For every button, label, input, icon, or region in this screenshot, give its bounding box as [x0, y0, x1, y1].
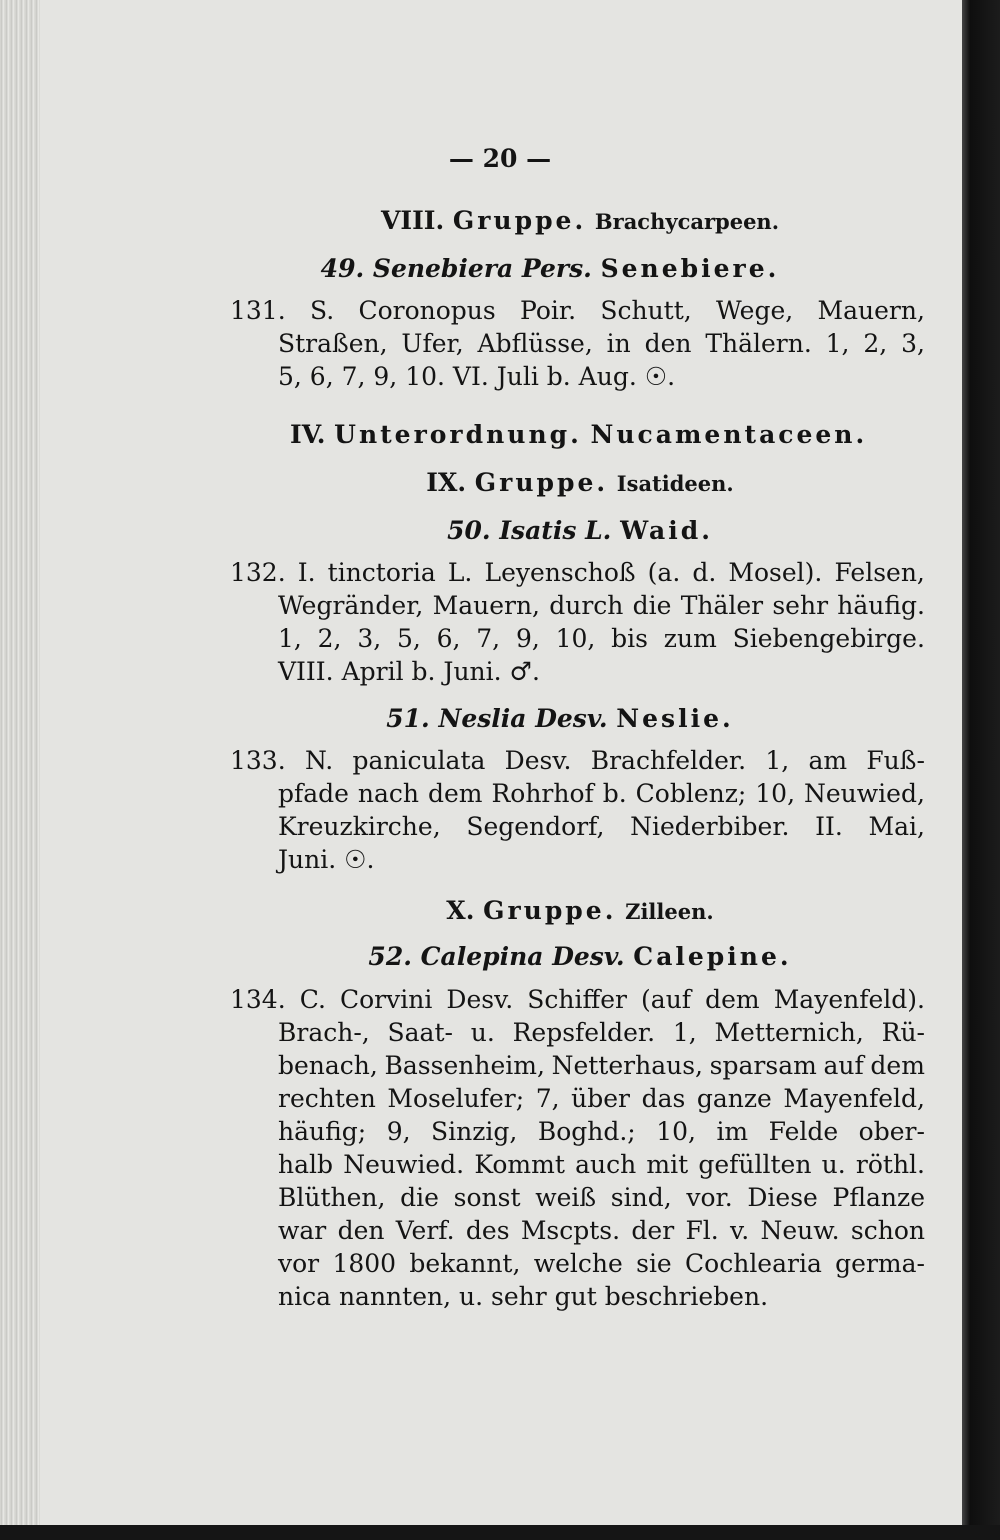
- genus-number: 51.: [386, 704, 430, 733]
- group-name: Brachycarpeen.: [594, 209, 780, 234]
- entry-134-line-4: rechten Moselufer; 7, über das ganze Mayenfeld,: [278, 1084, 925, 1113]
- group-word: Gruppe.: [474, 468, 609, 497]
- entry-131-line-1: 131. S. Coronopus Poir. Schutt, Wege, Mauern,: [230, 296, 925, 325]
- entry-134-line-5: häufig; 9, Sinzig, Boghd.; 10, im Felde ober-: [278, 1117, 925, 1146]
- genus-number: 49.: [320, 254, 365, 283]
- entry-132-line-4: VIII. April b. Juni. ♂.: [278, 657, 540, 686]
- genus-german: Calepine.: [633, 942, 792, 971]
- page-edge-bottom: [0, 1525, 1000, 1540]
- entry-134-line-9: vor 1800 bekannt, welche sie Cochlearia germa-: [278, 1249, 925, 1278]
- group-heading-viii: [80, 204, 1000, 239]
- group-word: Gruppe.: [452, 206, 587, 235]
- suborder-name: Nucamentaceen.: [590, 420, 868, 449]
- group-heading-x: [80, 894, 1000, 929]
- entry-134-line-3: benach, Bassenheim, Netterhaus, sparsam auf dem: [278, 1051, 925, 1080]
- genus-heading-52: [80, 940, 1000, 974]
- genus-number: 50.: [447, 516, 491, 545]
- genus-german: Senebiere.: [600, 254, 780, 283]
- genus-german: Waid.: [620, 516, 713, 545]
- genus-name: Isatis L.: [499, 516, 612, 545]
- genus-name: Neslia Desv.: [438, 704, 608, 733]
- genus-heading-49: [50, 252, 1000, 286]
- genus-name: Calepina Desv.: [420, 942, 625, 971]
- entry-133-line-4: Juni. ☉.: [278, 845, 375, 874]
- entry-132-line-3: 1, 2, 3, 5, 6, 7, 9, 10, bis zum Siebengebirge.: [278, 624, 925, 653]
- entry-134-line-10: nica nannten, u. sehr gut beschrieben.: [278, 1282, 769, 1311]
- suborder-word: Unterordnung.: [334, 420, 582, 449]
- entry-133-line-3: Kreuzkirche, Segendorf, Niederbiber. II. Mai,: [278, 812, 925, 841]
- entry-134-line-6: halb Neuwied. Kommt auch mit gefüllten u. röthl.: [278, 1150, 925, 1179]
- entry-131-line-2: Straßen, Ufer, Abflüsse, in den Thälern. 1, 2, 3,: [278, 329, 925, 358]
- genus-name: Senebiera Pers.: [372, 254, 592, 283]
- group-heading-ix: [80, 466, 1000, 501]
- entry-131-line-3: 5, 6, 7, 9, 10. VI. Juli b. Aug. ☉.: [278, 362, 676, 391]
- page-number: — 20 —: [448, 144, 552, 173]
- group-label: X.: [446, 896, 475, 925]
- genus-german: Neslie.: [616, 704, 734, 733]
- entry-133-line-2: pfade nach dem Rohrhof b. Coblenz; 10, Neuwied,: [278, 779, 925, 808]
- group-label: IX.: [426, 468, 467, 497]
- group-word: Gruppe.: [483, 896, 617, 925]
- entry-134-line-7: Blüthen, die sonst weiß sind, vor. Diese Pflanze: [278, 1183, 925, 1212]
- genus-heading-51: [60, 702, 1000, 736]
- entry-133-line-1: 133. N. paniculata Desv. Brachfelder. 1, am Fuß-: [230, 746, 925, 775]
- genus-heading-50: [80, 514, 1000, 548]
- entry-134-line-8: war den Verf. des Mscpts. der Fl. v. Neuw. schon: [278, 1216, 925, 1245]
- entry-132-line-1: 132. I. tinctoria L. Leyenschoß (a. d. Mosel). Felsen,: [230, 558, 925, 587]
- group-name: Isatideen.: [616, 471, 734, 496]
- suborder-label: IV.: [290, 420, 326, 449]
- entry-134-line-2: Brach-, Saat- u. Repsfelder. 1, Metternich, Rü-: [278, 1018, 925, 1047]
- group-name: Zilleen.: [625, 899, 714, 924]
- group-label: VIII.: [380, 206, 445, 235]
- suborder-heading-iv: [290, 418, 867, 452]
- genus-number: 52.: [368, 942, 412, 971]
- entry-132-line-2: Wegränder, Mauern, durch die Thäler sehr häufig.: [278, 591, 925, 620]
- page-gutter: [0, 0, 40, 1525]
- entry-134-line-1: 134. C. Corvini Desv. Schiffer (auf dem Mayenfeld).: [230, 985, 925, 1014]
